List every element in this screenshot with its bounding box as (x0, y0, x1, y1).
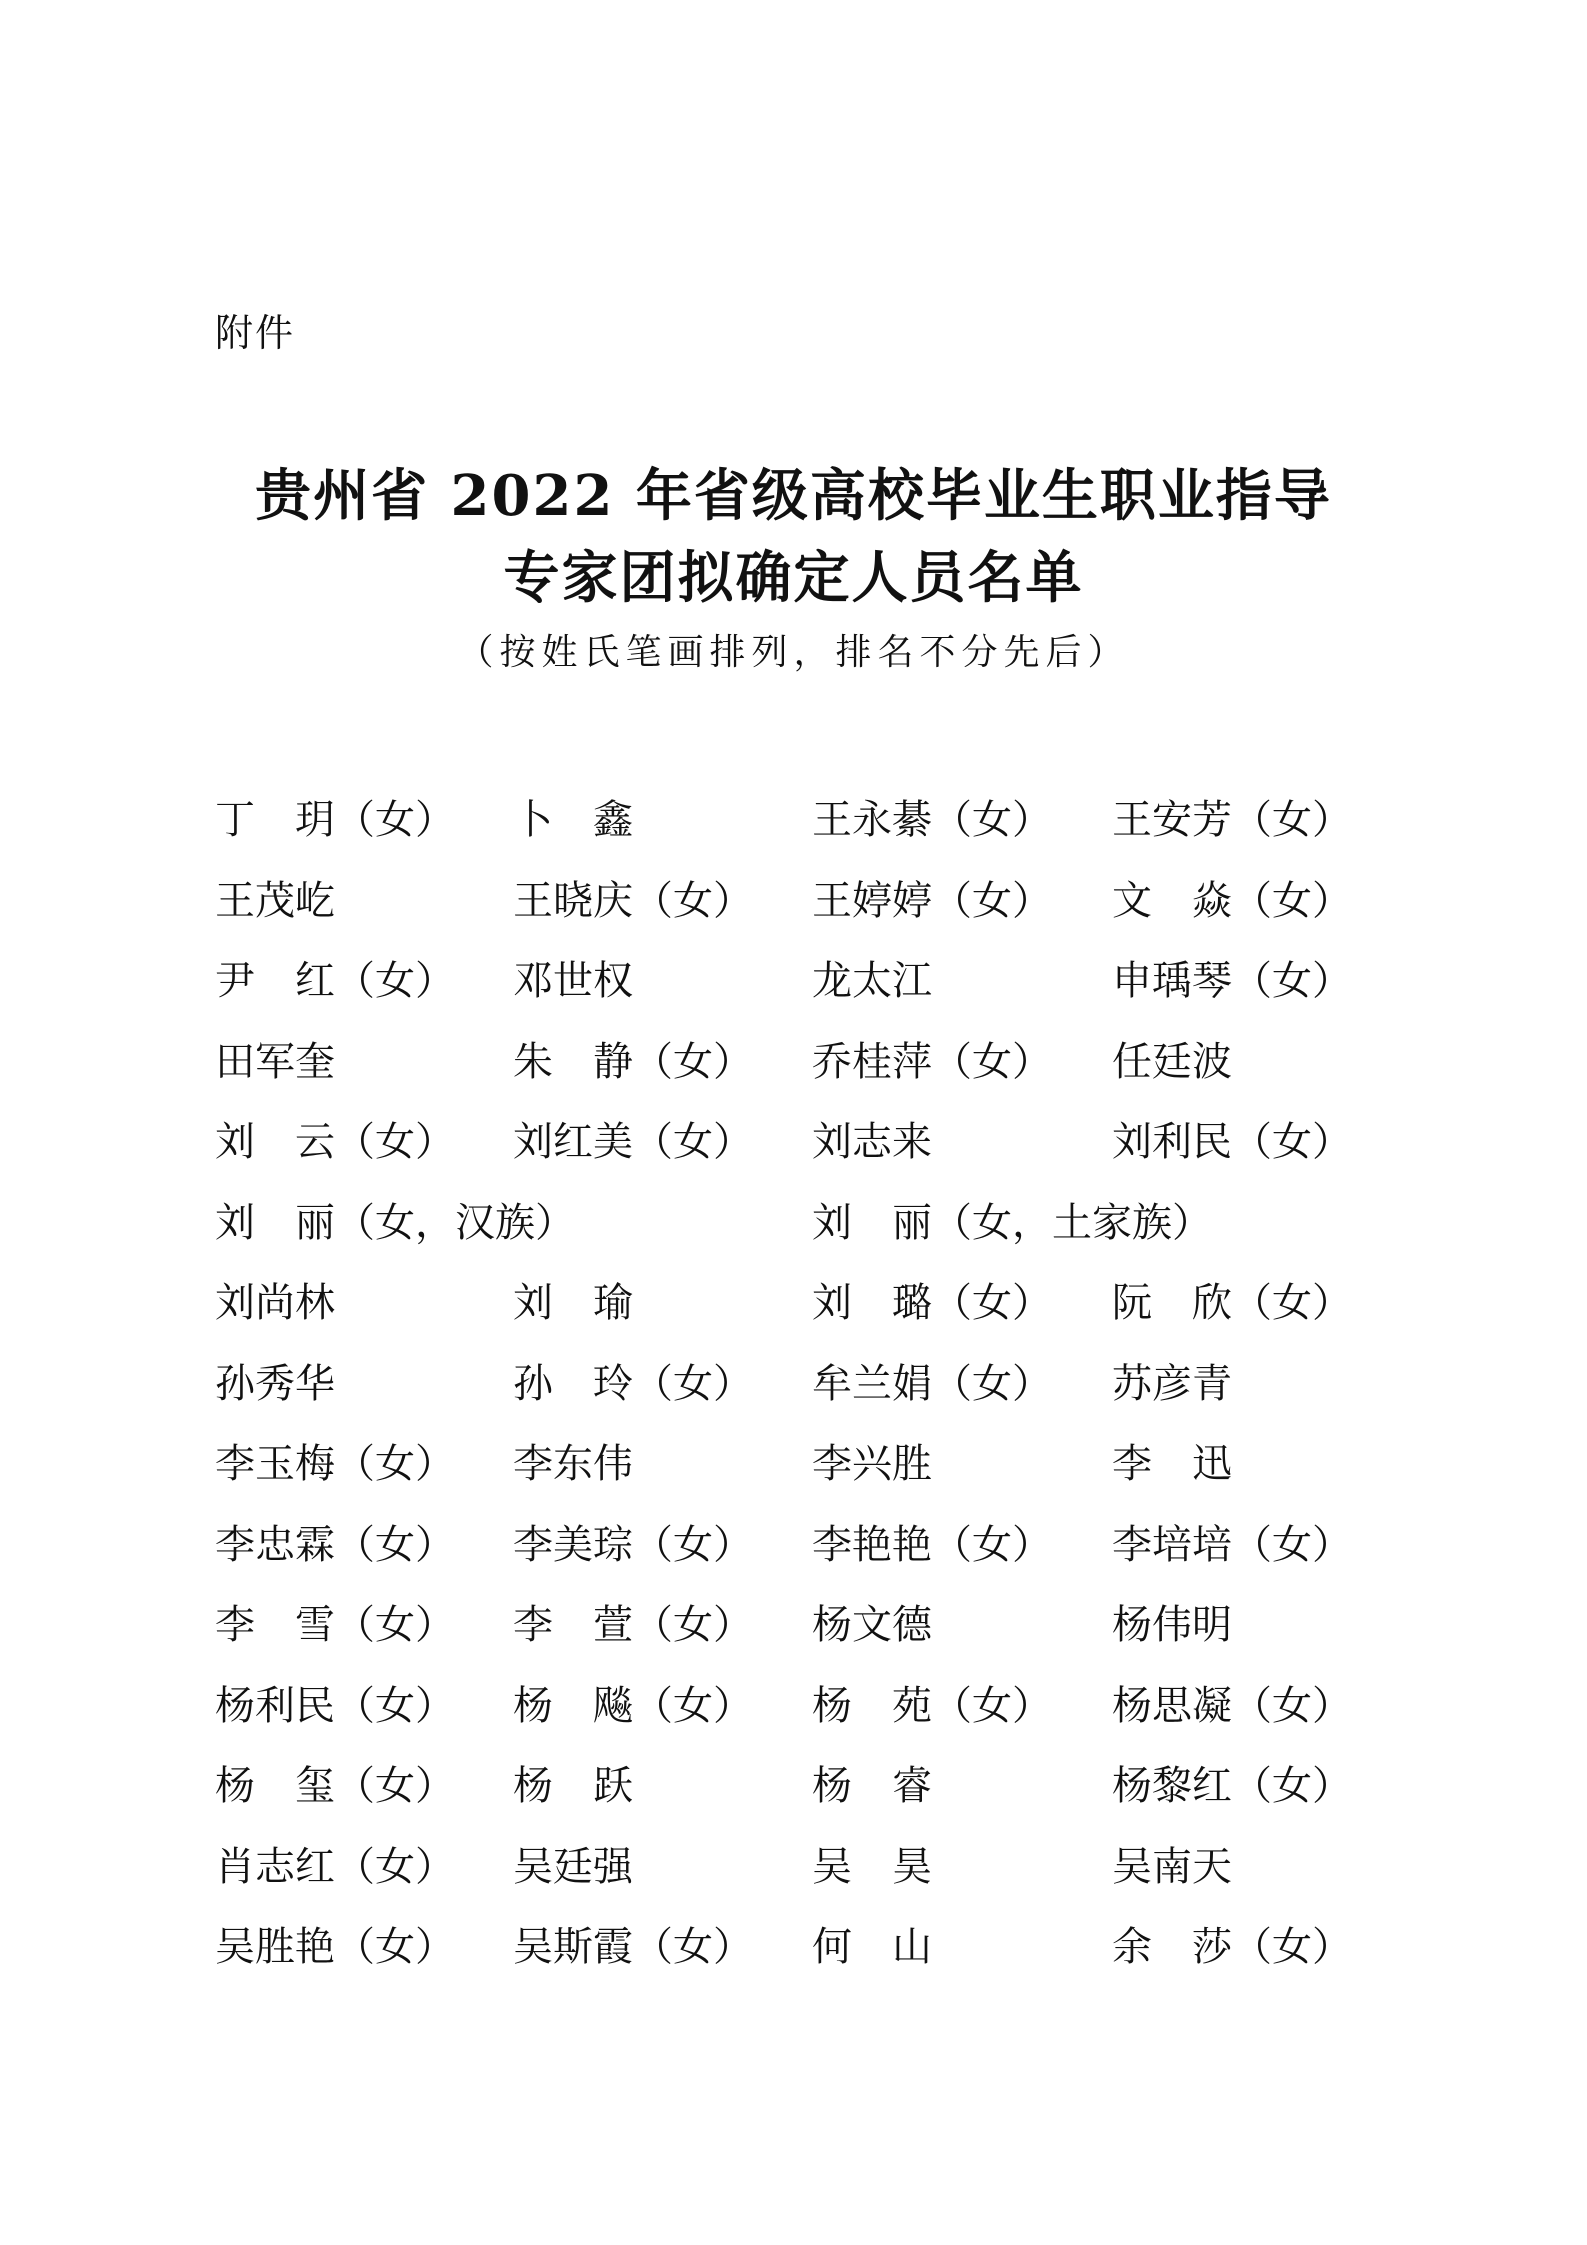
name-row (215, 871, 1375, 952)
name-entry: 朱 静（女） (513, 1038, 753, 1085)
name-entry: 杨 玺（女） (215, 1763, 455, 1809)
name-entry: 乔桂萍（女） (812, 1038, 1052, 1085)
name-entry: 杨 睿 (812, 1763, 932, 1809)
document-subtitle: （按姓氏笔画排列，排名不分先后） (457, 632, 1130, 673)
name-entry: 杨文德 (812, 1602, 932, 1648)
name-entry: 任廷波 (1112, 1038, 1232, 1085)
name-entry: 刘 丽（女，汉族） (215, 1199, 575, 1246)
document-title-line-2: 专家团拟确定人员名单 (503, 545, 1084, 611)
name-entry: 邓世权 (513, 958, 633, 1004)
name-entry: 王茂屹 (215, 877, 335, 924)
name-entry: 何 山 (812, 1924, 932, 1970)
name-entry: 刘尚林 (215, 1280, 335, 1326)
name-row (215, 1032, 1375, 1113)
name-entry: 杨 跃 (513, 1763, 633, 1809)
name-entry: 丁 玥（女） (215, 797, 455, 843)
name-entry: 杨利民（女） (215, 1682, 455, 1729)
name-entry: 阮 欣（女） (1112, 1280, 1352, 1326)
name-entry: 杨 苑（女） (812, 1682, 1052, 1729)
name-entry: 李美琮（女） (513, 1521, 753, 1568)
name-entry: 李 雪（女） (215, 1602, 455, 1648)
name-entry: 田军奎 (215, 1038, 335, 1085)
name-entry: 牟兰娟（女） (812, 1360, 1052, 1407)
name-row (215, 1434, 1375, 1515)
name-entry: 龙太江 (812, 958, 932, 1004)
name-entry: 孙秀华 (215, 1360, 335, 1407)
name-entry: 刘 瑜 (513, 1280, 633, 1326)
name-row (215, 1917, 1375, 1998)
name-entry: 杨 飚（女） (513, 1682, 753, 1729)
name-entry: 孙 玲（女） (513, 1360, 753, 1407)
name-row (215, 1112, 1375, 1193)
name-entry: 杨伟明 (1112, 1602, 1232, 1648)
name-entry: 吴廷强 (513, 1843, 633, 1890)
name-entry: 王永綦（女） (812, 797, 1052, 843)
attachment-label: 附件 (215, 311, 296, 355)
name-entry: 刘 云（女） (215, 1119, 455, 1165)
name-entry: 王婷婷（女） (812, 877, 1052, 924)
name-entry: 李 迅 (1112, 1441, 1232, 1487)
name-row (215, 1193, 1375, 1274)
name-row (215, 1595, 1375, 1676)
name-entry: 杨黎红（女） (1112, 1763, 1352, 1809)
name-entry: 李玉梅（女） (215, 1441, 455, 1487)
name-entry: 肖志红（女） (215, 1843, 455, 1890)
name-entry: 申瑀琴（女） (1112, 958, 1352, 1004)
name-row (215, 790, 1375, 871)
name-entry: 吴胜艳（女） (215, 1924, 455, 1970)
name-row (215, 951, 1375, 1032)
name-list (215, 790, 1375, 1998)
name-entry: 王安芳（女） (1112, 797, 1352, 843)
name-entry: 李东伟 (513, 1441, 633, 1487)
name-entry: 李艳艳（女） (812, 1521, 1052, 1568)
name-entry: 文 焱（女） (1112, 877, 1352, 924)
name-entry: 余 莎（女） (1112, 1924, 1352, 1970)
name-entry: 尹 红（女） (215, 958, 455, 1004)
name-row (215, 1515, 1375, 1596)
name-row (215, 1273, 1375, 1354)
name-entry: 杨思凝（女） (1112, 1682, 1352, 1729)
name-entry: 刘 璐（女） (812, 1280, 1052, 1326)
name-entry: 吴 昊 (812, 1843, 932, 1890)
name-row (215, 1354, 1375, 1435)
name-entry: 吴南天 (1112, 1843, 1232, 1890)
name-entry: 刘 丽（女，土家族） (812, 1199, 1212, 1246)
name-entry: 刘红美（女） (513, 1119, 753, 1165)
document-title-line-1: 贵州省 2022 年省级高校毕业生职业指导 (255, 463, 1332, 529)
name-entry: 刘利民（女） (1112, 1119, 1352, 1165)
name-row (215, 1676, 1375, 1757)
name-entry: 刘志来 (812, 1119, 932, 1165)
name-entry: 李培培（女） (1112, 1521, 1352, 1568)
name-entry: 李兴胜 (812, 1441, 932, 1487)
name-entry: 李 萱（女） (513, 1602, 753, 1648)
name-row (215, 1756, 1375, 1837)
name-row (215, 1837, 1375, 1918)
name-entry: 卜 鑫 (513, 797, 633, 843)
name-entry: 王晓庆（女） (513, 877, 753, 924)
name-entry: 李忠霖（女） (215, 1521, 455, 1568)
name-entry: 吴斯霞（女） (513, 1924, 753, 1970)
name-entry: 苏彦青 (1112, 1360, 1232, 1407)
